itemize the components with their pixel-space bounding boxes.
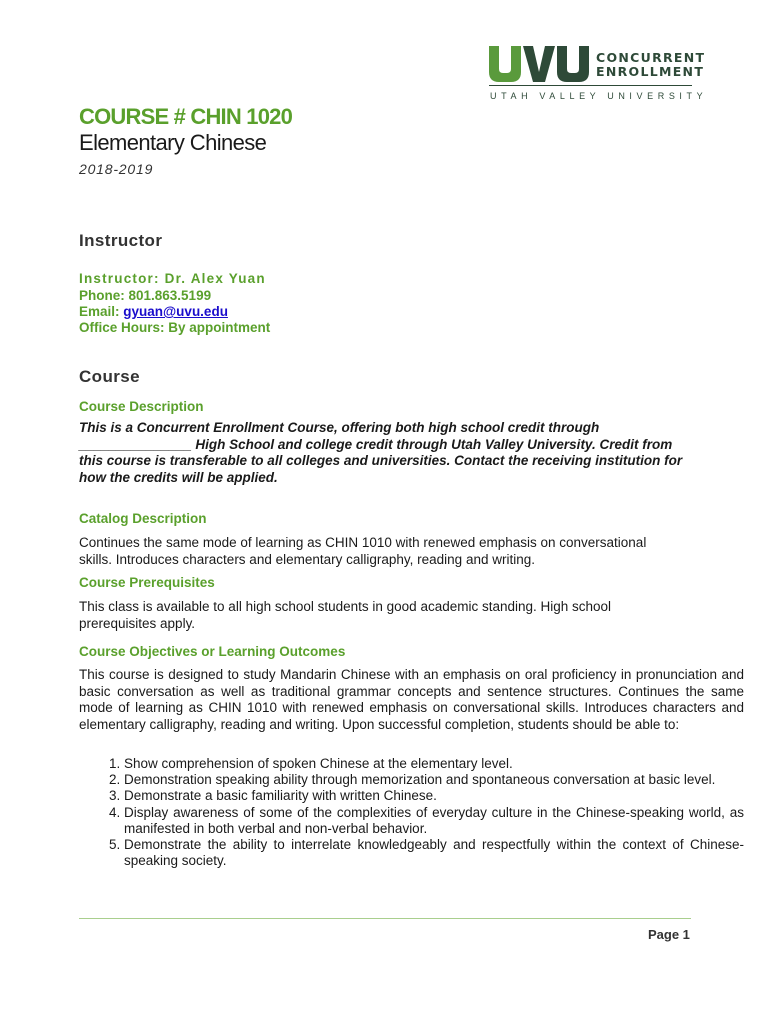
instructor-heading: Instructor — [79, 231, 163, 250]
outcomes-list — [79, 756, 744, 869]
list-item: 1. Show comprehension of spoken Chinese at the elementary level. — [124, 756, 744, 772]
instructor-name: Instructor: Dr. Alex Yuan — [79, 271, 266, 286]
course-number: COURSE # CHIN 1020 — [79, 104, 293, 129]
list-item: 4. Display awareness of some of the complexities of everyday culture in the Chinese-speaking world, as manifested in both verbal and non-verbal behavior. — [124, 805, 744, 837]
footer-divider — [79, 918, 691, 919]
instructor-phone: Phone: 801.863.5199 — [79, 288, 212, 303]
course-name: Elementary Chinese — [79, 130, 267, 155]
university-label: UTAH VALLEY UNIVERSITY — [490, 91, 708, 101]
list-item: 2. Demonstration speaking ability through memorization and spontaneous conversation at basic level. — [124, 772, 744, 788]
catalog-description-heading: Catalog Description — [79, 511, 207, 526]
list-item: 5. Demonstrate the ability to interrelate knowledgeably and respectfully within the context of Chinese-speaking society. — [124, 837, 744, 869]
page-number: Page 1 — [648, 927, 690, 942]
objectives-intro: This course is designed to study Mandarin Chinese with an emphasis on oral proficiency in pronunciation and basic conversation as well as traditional grammar concepts and sentence structures. Continues the same mode of learning as CHIN 1010 with renewed emphasis on conversational skills. Introduces characters and elementary calligraphy, reading and writing. Upon successful completion, students should be able to: — [79, 667, 744, 732]
list-item: 3. Demonstrate a basic familiarity with written Chinese. — [124, 788, 744, 804]
catalog-description-text: Continues the same mode of learning as CHIN 1010 with renewed emphasis on conversational skills. Introduces characters and elementary calligraphy, reading and writing. — [79, 535, 647, 567]
objectives-heading: Course Objectives or Learning Outcomes — [79, 644, 346, 659]
uvu-wordmark-icon — [489, 46, 589, 82]
course-description-heading: Course Description — [79, 399, 204, 414]
office-hours: Office Hours: By appointment — [79, 320, 271, 335]
uvu-logo — [489, 46, 708, 104]
email-link[interactable]: gyuan@uvu.edu — [123, 304, 228, 319]
course-heading: Course — [79, 367, 140, 386]
prerequisites-heading: Course Prerequisites — [79, 575, 215, 590]
logo-divider — [489, 85, 692, 86]
concurrent-enrollment-label: CONCURRENT ENROLLMENT — [596, 50, 706, 79]
email-label: Email: — [79, 304, 124, 319]
academic-year: 2018-2019 — [79, 161, 154, 177]
prerequisites-text: This class is available to all high school students in good academic standing. High school prerequisites apply. — [79, 599, 612, 631]
course-description-text: This is a Concurrent Enrollment Course, offering both high school credit through _______________ High School and college credit through Utah Valley University. Credit from this course is transferable to all colleges and universities. Contact the receiving institution for how the credits will be applied. — [79, 420, 683, 485]
instructor-email-line — [79, 304, 228, 319]
